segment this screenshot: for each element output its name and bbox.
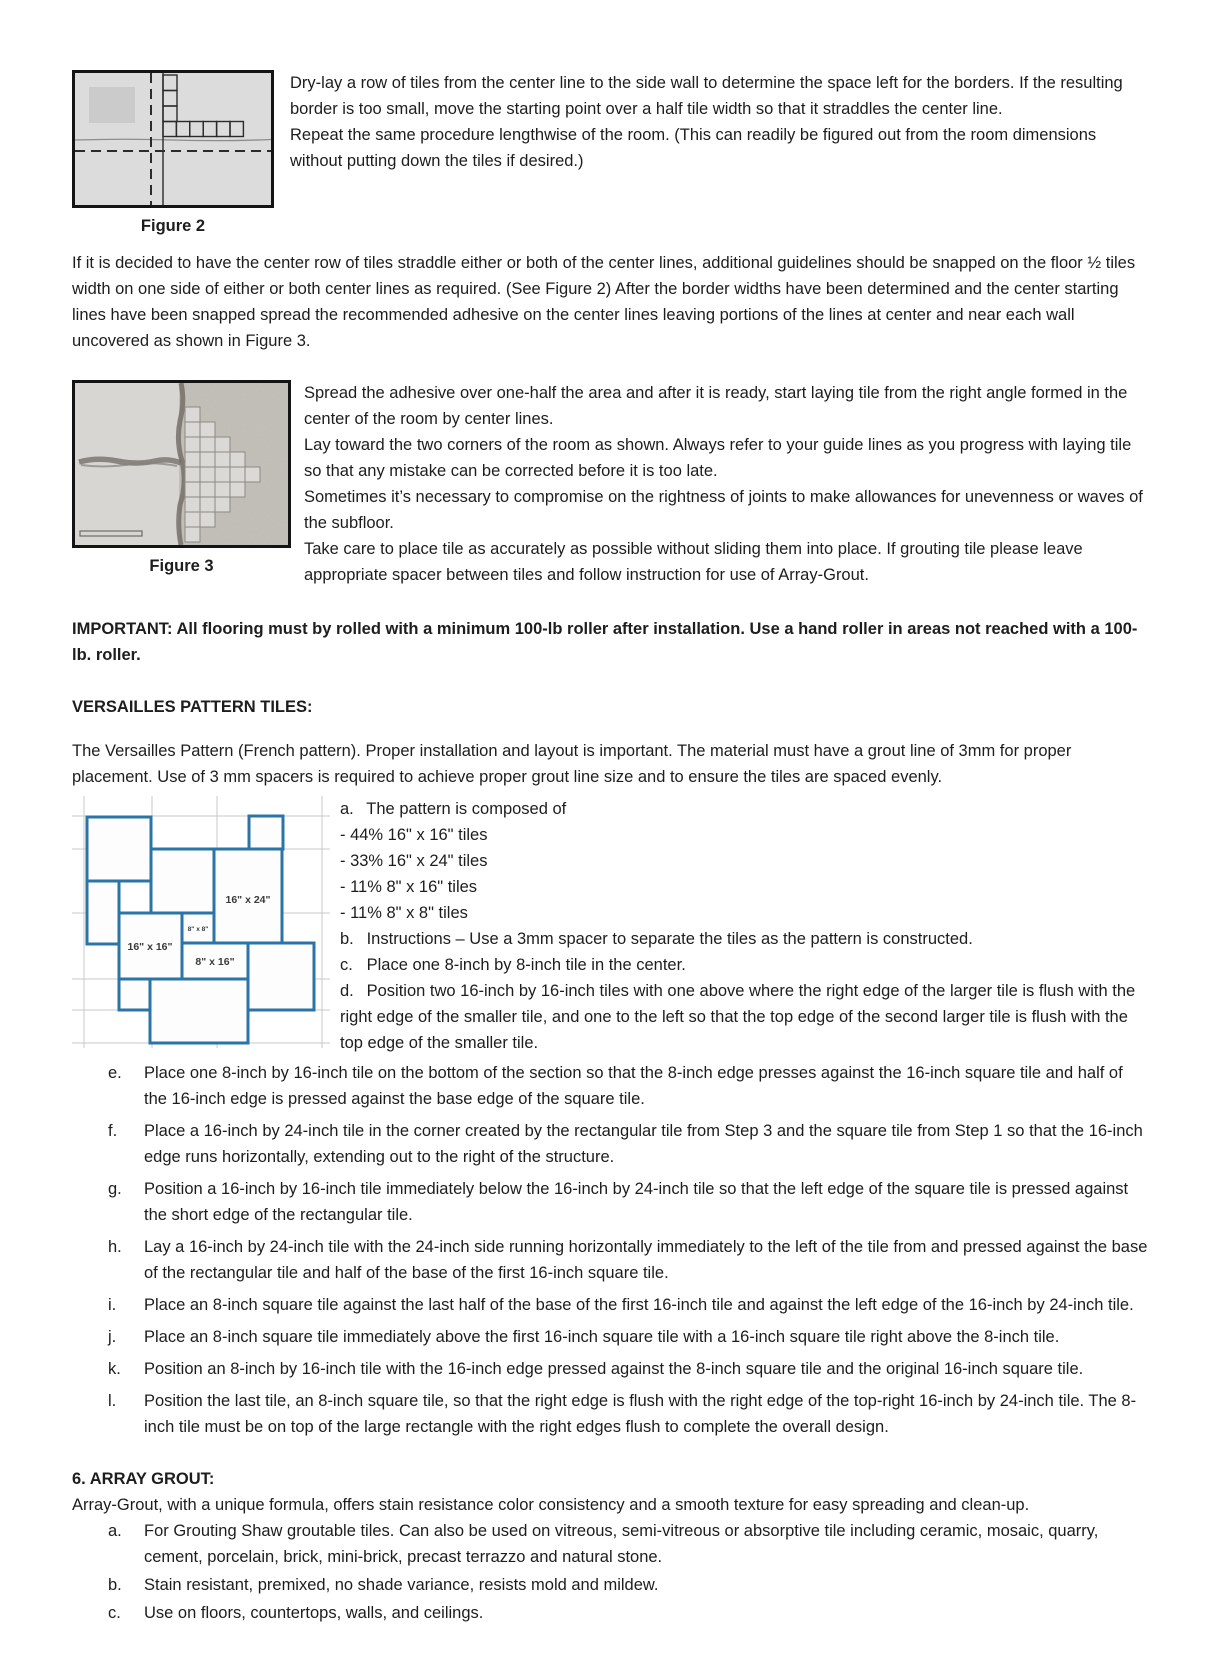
- versailles-heading: VERSAILLES PATTERN TILES:: [72, 698, 313, 716]
- step-k: [108, 1356, 1150, 1382]
- step-j: [108, 1324, 1150, 1350]
- figure3-sketch: [75, 383, 288, 545]
- step-text: Place a 16-inch by 24-inch tile in the corner created by the rectangular tile from Step 3 and the square tile from Step 1 so that the 16-inch edge runs horizontally, extending out to the right of the structure.: [144, 1122, 1143, 1166]
- important-note: IMPORTANT: All flooring must by rolled with a minimum 100-lb roller after installation. Use a hand roller in areas not reached with a 100-lb. roller.: [72, 620, 1138, 664]
- array-grout-item-a: [108, 1518, 1150, 1570]
- tile-8x8-bottomleft: [119, 979, 150, 1010]
- label-8x8: 8" x 8": [187, 926, 209, 933]
- figure3-image: [72, 380, 291, 548]
- step-g: [108, 1176, 1150, 1228]
- tile-16x16-topmid: [151, 849, 214, 913]
- versailles-intro: The Versailles Pattern (French pattern). Proper installation and layout is important. The material must have a grout line of 3mm for proper placement. Use of 3 mm spacers is required to achieve proper grout line size and to ensure the tiles are spaced evenly.: [72, 742, 1072, 786]
- versailles-section: [72, 796, 1150, 1056]
- step-letter: j.: [108, 1328, 117, 1346]
- figure2-paragraph: Dry-lay a row of tiles from the center line to the side wall to determine the space left for the borders. If the resulting border is too small, move the starting point over a half tile width so that it straddles the center line.: [290, 74, 1123, 118]
- tile-8x16-left: [87, 881, 119, 944]
- sketch-shading: [89, 87, 135, 123]
- step-letter: l.: [108, 1392, 117, 1410]
- figure2-image: [72, 70, 274, 208]
- composition-item: - 44% 16" x 16" tiles: [340, 826, 488, 844]
- tile-16x16-right: [248, 943, 314, 1010]
- item-letter: b.: [108, 1576, 122, 1594]
- step-text: Place one 8-inch by 16-inch tile on the bottom of the section so that the 8-inch edge presses against the 16-inch square tile and half of the 16-inch edge is pressed against the base edge of the square tile.: [144, 1064, 1123, 1108]
- figure2-sketch: [75, 73, 271, 205]
- step-text: Place one 8-inch by 8-inch tile in the center.: [366, 956, 686, 974]
- step-letter: c.: [340, 956, 353, 974]
- item-letter: c.: [108, 1604, 121, 1622]
- step-letter: b.: [340, 930, 354, 948]
- figure2: [72, 70, 274, 236]
- step-text: Place an 8-inch square tile against the last half of the base of the first 16-inch tile and against the left edge of the 16-inch by 24-inch tile.: [144, 1296, 1134, 1314]
- step-letter: h.: [108, 1238, 122, 1256]
- figure3-line: Sometimes it’s necessary to compromise on the rightness of joints to make allowances for unevenness or waves of the subfloor.: [304, 488, 1143, 532]
- step-text: Position the last tile, an 8-inch square tile, so that the right edge is flush with the right edge of the top-right 16-inch by 24-inch tile. The 8-inch tile must be on top of the large rectangle with the right edges flush to complete the overall design.: [144, 1392, 1137, 1436]
- figure3-line: Spread the adhesive over one-half the area and after it is ready, start laying tile from the right angle formed in the center of the room by center lines.: [304, 384, 1128, 428]
- step-text: The pattern is composed of: [366, 800, 567, 818]
- label-16x16: 16" x 16": [127, 941, 173, 953]
- step-letter: d.: [340, 982, 354, 1000]
- composition-item: - 11% 8" x 8" tiles: [340, 904, 468, 922]
- label-16x24: 16" x 24": [225, 894, 271, 906]
- step-e: [108, 1060, 1150, 1112]
- array-grout-item-c: [108, 1600, 1150, 1626]
- figure3-line: Lay toward the two corners of the room as shown. Always refer to your guide lines as you progress with laying tile so that any mistake can be corrected before it is too late.: [304, 436, 1132, 480]
- item-letter: a.: [108, 1522, 122, 1540]
- array-grout-intro: Array-Grout, with a unique formula, offers stain resistance color consistency and a smooth texture for easy spreading and clean-up.: [72, 1496, 1030, 1514]
- step-letter: k.: [108, 1360, 121, 1378]
- figure2-text: [290, 70, 1150, 174]
- paragraph-straddle: If it is decided to have the center row of tiles straddle either or both of the center lines, additional guidelines should be snapped on the floor ½ tiles width on one side of either or both center lines as required. (See Figure 2) After the border widths have been determined and the center starting lines have been snapped spread the recommended adhesive on the center lines leaving portions of the lines at center and near each wall uncovered as shown in Figure 3.: [72, 254, 1136, 350]
- array-grout-item-b: [108, 1572, 1150, 1598]
- composition-item: - 11% 8" x 16" tiles: [340, 878, 478, 896]
- step-text: Lay a 16-inch by 24-inch tile with the 24-inch side running horizontally immediately to the left of the tile from and pressed against the base of the rectangular tile and half of the base of the first 16-inch square tile.: [144, 1238, 1148, 1282]
- step-letter: a.: [340, 800, 354, 818]
- step-letter: e.: [108, 1064, 122, 1082]
- tile-24x16-bottom: [150, 979, 248, 1043]
- label-8x16: 8" x 16": [195, 956, 235, 968]
- step-text: Position an 8-inch by 16-inch tile with the 16-inch edge pressed against the 8-inch square tile and the original 16-inch square tile.: [144, 1360, 1084, 1378]
- versailles-steps-a-d: [340, 796, 1150, 1056]
- step-text: Instructions – Use a 3mm spacer to separate the tiles as the pattern is constructed.: [366, 930, 973, 948]
- figure3-section: [72, 380, 1150, 588]
- step-text: Place an 8-inch square tile immediately above the first 16-inch square tile with a 16-inch square tile right above the 8-inch tile.: [144, 1328, 1060, 1346]
- item-text: For Grouting Shaw groutable tiles. Can also be used on vitreous, semi-vitreous or absorptive tile including ceramic, mosaic, quarry, cement, porcelain, brick, mini-brick, precast terrazzo and natural stone.: [144, 1522, 1099, 1566]
- figure3-text: [304, 380, 1150, 588]
- figure2-caption: Figure 2: [140, 217, 206, 235]
- versailles-pattern-diagram: [72, 796, 330, 1048]
- step-b: [340, 926, 1150, 952]
- step-h: [108, 1234, 1150, 1286]
- step-letter: f.: [108, 1122, 118, 1140]
- item-text: Stain resistant, premixed, no shade variance, resists mold and mildew.: [144, 1576, 659, 1594]
- step-l: [108, 1388, 1150, 1440]
- versailles-steps-e-l: [72, 1060, 1150, 1440]
- step-i: [108, 1292, 1150, 1318]
- step-text: Position a 16-inch by 16-inch tile immediately below the 16-inch by 24-inch tile so that the left edge of the square tile is pressed against the short edge of the rectangular tile.: [144, 1180, 1129, 1224]
- step-d: [340, 978, 1150, 1056]
- step-c: [340, 952, 1150, 978]
- figure3: [72, 380, 291, 576]
- step-letter: g.: [108, 1180, 122, 1198]
- figure2-paragraph: Repeat the same procedure lengthwise of the room. (This can readily be figured out from the room dimensions without putting down the tiles if desired.): [290, 126, 1097, 170]
- figure3-line: Take care to place tile as accurately as possible without sliding them into place. If grouting tile please leave appropriate spacer between tiles and follow instruction for use of Array-Grout.: [304, 540, 1083, 584]
- step-text: Position two 16-inch by 16-inch tiles with one above where the right edge of the larger tile is flush with the right edge of the smaller tile, and one to the left so that the top edge of the second larger tile is flush with the top edge of the smaller tile.: [340, 982, 1136, 1052]
- array-grout-heading: 6. ARRAY GROUT:: [72, 1470, 215, 1488]
- step-a: [340, 796, 1150, 822]
- tile-16x16-topleft: [87, 817, 151, 881]
- step-letter: i.: [108, 1296, 117, 1314]
- composition-item: - 33% 16" x 24" tiles: [340, 852, 488, 870]
- array-grout-list: [72, 1518, 1150, 1626]
- item-text: Use on floors, countertops, walls, and ceilings.: [144, 1604, 484, 1622]
- figure3-caption: Figure 3: [149, 557, 214, 575]
- versailles-pattern-svg: [72, 796, 330, 1048]
- figure2-section: [72, 70, 1150, 236]
- tile-8x8-topright: [249, 816, 283, 849]
- step-f: [108, 1118, 1150, 1170]
